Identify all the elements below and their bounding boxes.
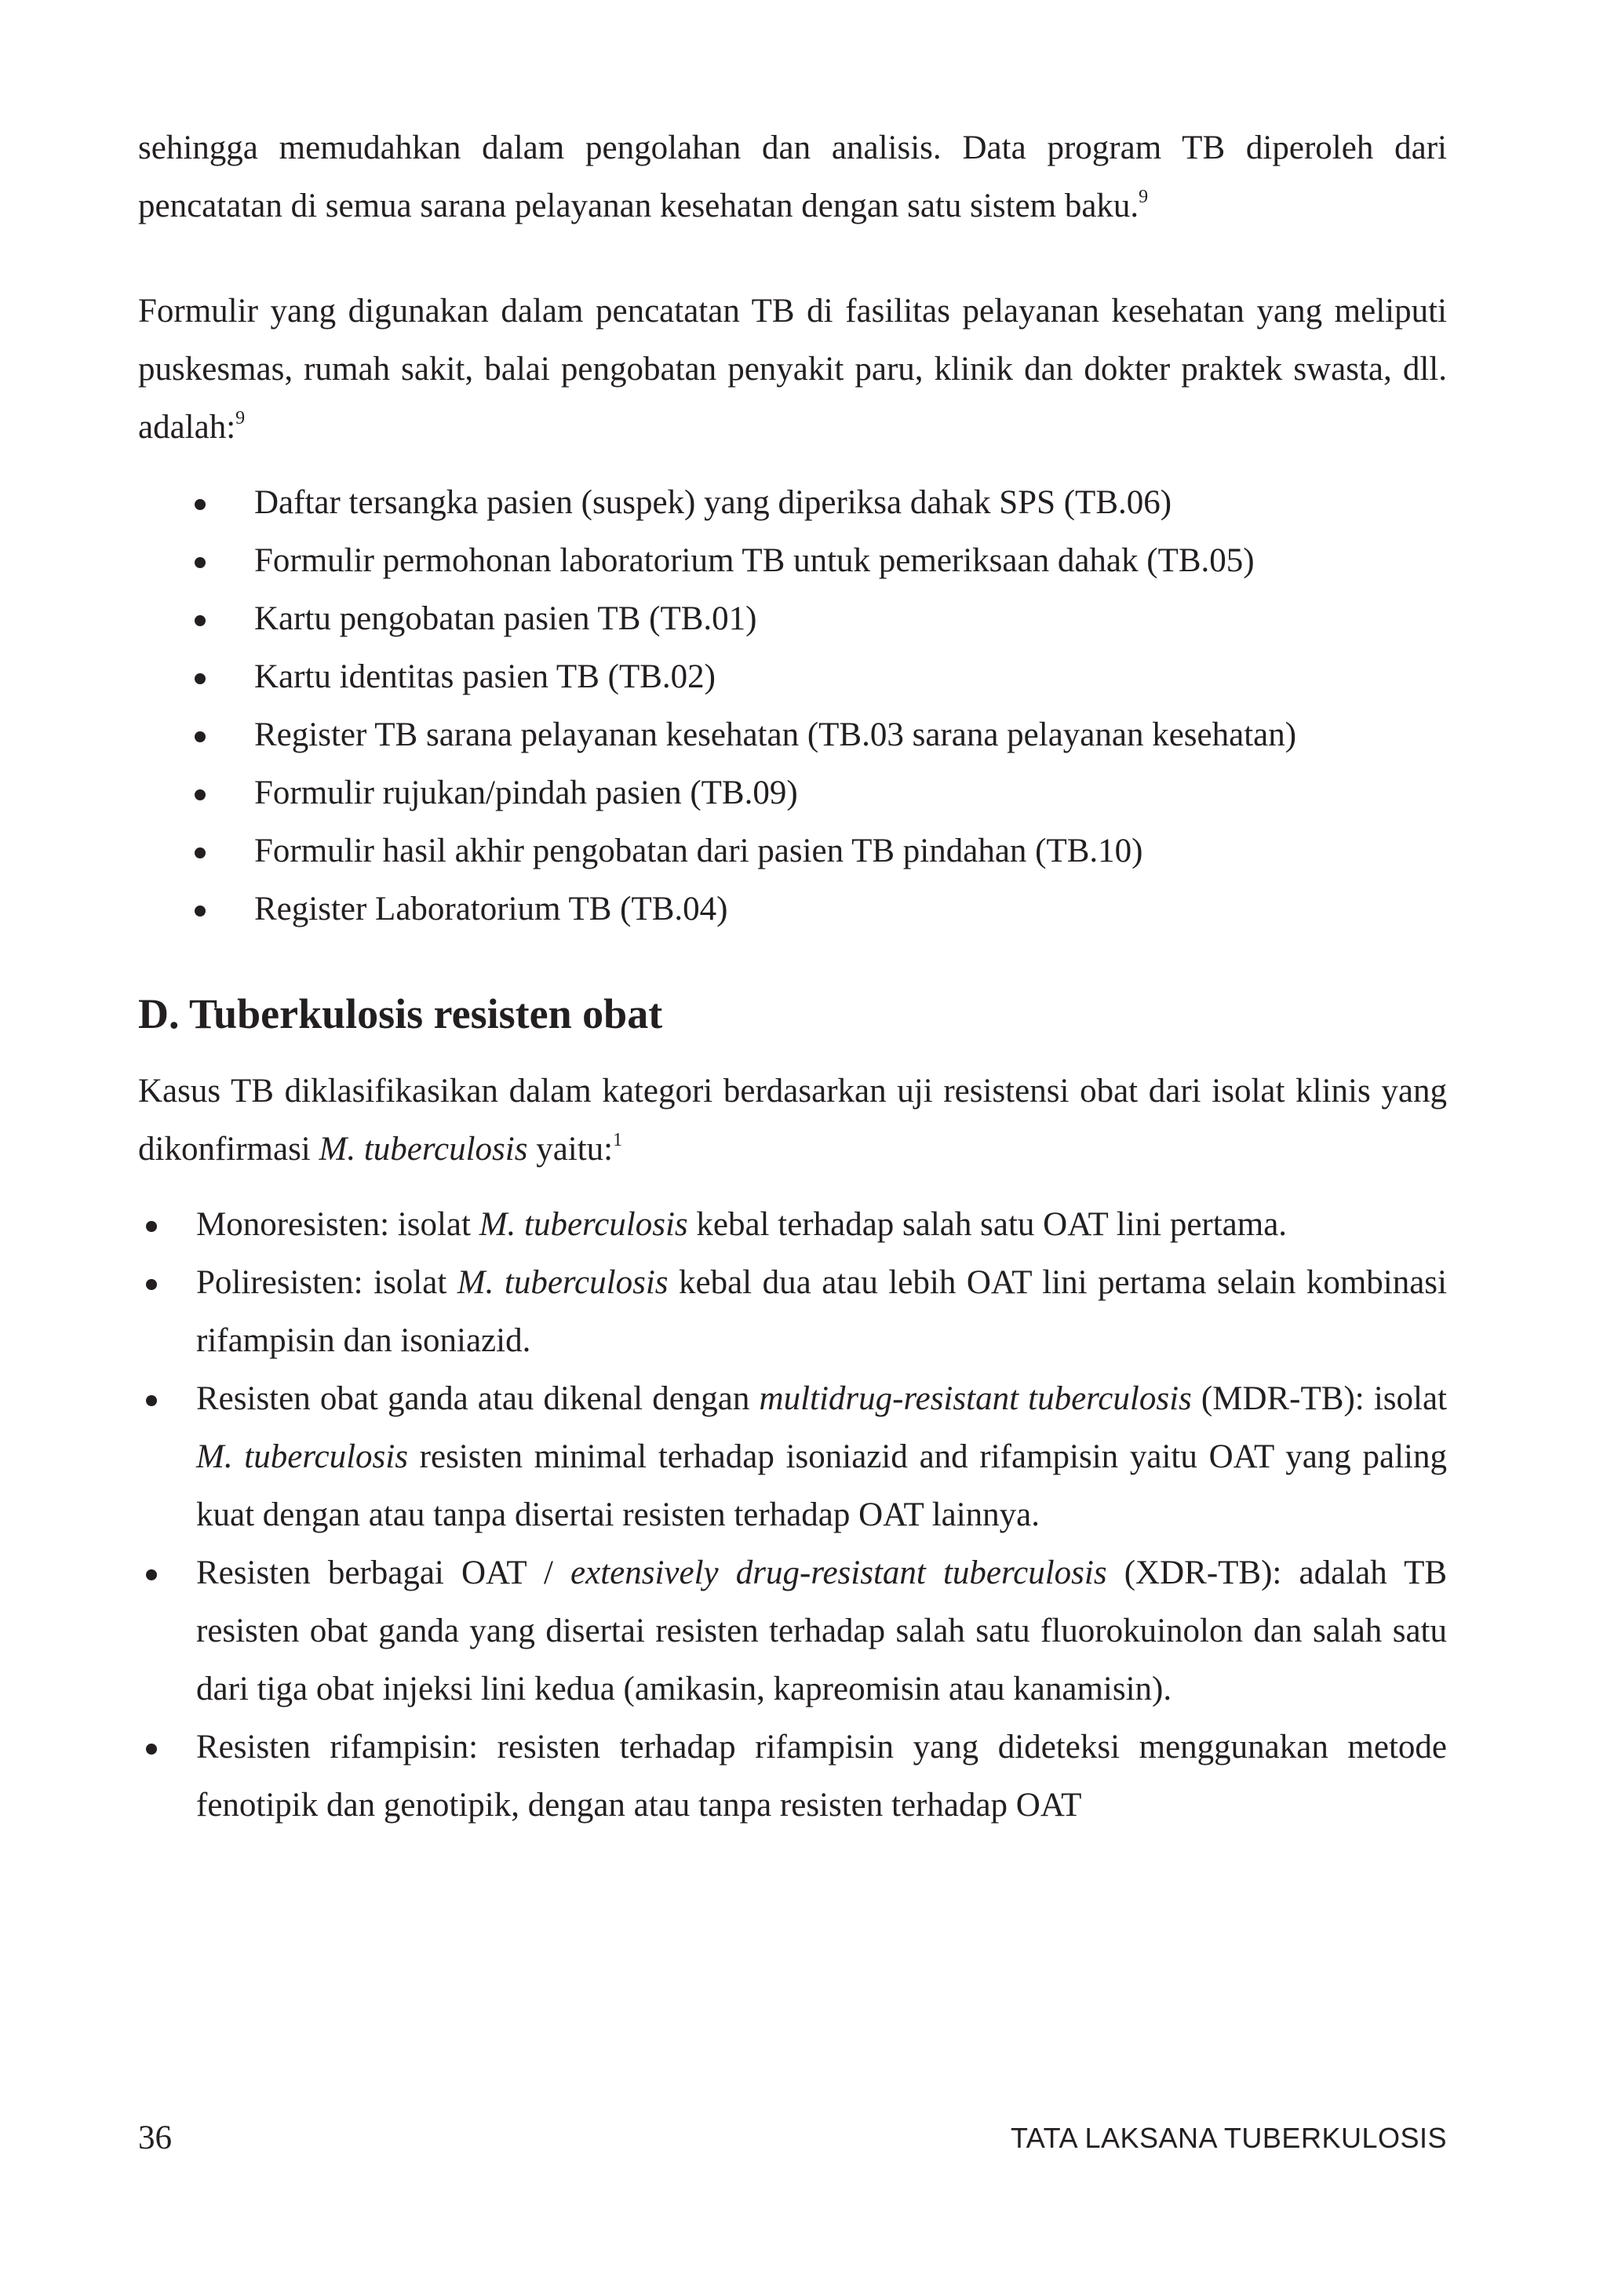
- list-item: Formulir hasil akhir pengobatan dari pasien TB pindahan (TB.10): [254, 822, 1447, 880]
- running-footer-title: TATA LAKSANA TUBERKULOSIS: [1010, 2122, 1447, 2154]
- list-item-xdr-tb: Resisten berbagai OAT / extensively drug-resistant tuberculosis (XDR-TB): adalah TB resisten obat ganda yang disertai resisten terhadap salah satu fluorokuinolon dan salah satu dari tiga obat injeksi lini kedua (amikasin, kapreomisin atau kanamisin).: [196, 1544, 1447, 1718]
- list-item: Kartu identitas pasien TB (TB.02): [254, 648, 1447, 706]
- list-item-mdr-tb: Resisten obat ganda atau dikenal dengan multidrug-resistant tuberculosis (MDR-TB): isolat M. tuberculosis resisten minimal terhadap isoniazid and rifampisin yaitu OAT yang paling kuat dengan atau tanpa disertai resisten terhadap OAT lainnya.: [196, 1370, 1447, 1544]
- paragraph-text: Formulir yang digunakan dalam pencatatan TB di fasilitas pelayanan kesehatan yang meliputi puskesmas, rumah sakit, balai pengobatan penyakit paru, klinik dan dokter praktek swasta, dll. adalah:: [138, 293, 1447, 446]
- list-item: Daftar tersangka pasien (suspek) yang diperiksa dahak SPS (TB.06): [254, 474, 1447, 532]
- reference-marker: 9: [235, 408, 246, 428]
- reference-marker: 9: [1139, 187, 1149, 207]
- list-item: Kartu pengobatan pasien TB (TB.01): [254, 590, 1447, 648]
- list-item-rifampisin: Resisten rifampisin: resisten terhadap rifampisin yang dideteksi menggunakan metode fenotipik dan genotipik, dengan atau tanpa resisten terhadap OAT: [196, 1718, 1447, 1835]
- page-content: [138, 119, 1447, 1835]
- list-item-poliresisten: Poliresisten: isolat M. tuberculosis kebal dua atau lebih OAT lini pertama selain kombinasi rifampisin dan isoniazid.: [196, 1254, 1447, 1370]
- list-item: Formulir rujukan/pindah pasien (TB.09): [254, 764, 1447, 822]
- list-item-monoresisten: Monoresisten: isolat M. tuberculosis kebal terhadap salah satu OAT lini pertama.: [196, 1196, 1447, 1254]
- forms-list: [138, 474, 1447, 938]
- paragraph-forms-intro: [138, 282, 1447, 457]
- list-item: Register TB sarana pelayanan kesehatan (TB.03 sarana pelayanan kesehatan): [254, 706, 1447, 764]
- list-item: Register Laboratorium TB (TB.04): [254, 880, 1447, 938]
- reference-marker: 1: [613, 1130, 623, 1150]
- section-heading: D. Tuberkulosis resisten obat: [138, 990, 663, 1037]
- section-intro-paragraph: Kasus TB diklasifikasikan dalam kategori berdasarkan uji resistensi obat dari isolat klinis yang dikonfirmasi M. tuberculosis yaitu:$^1$: [138, 1073, 1447, 1168]
- resistance-types-list: [138, 1196, 1447, 1835]
- paragraph-data-source: [138, 119, 1447, 235]
- paragraph-text: sehingga memudahkan dalam pengolahan dan analisis. Data program TB diperoleh dari pencatatan di semua sarana pelayanan kesehatan dengan satu sistem baku.: [138, 129, 1447, 224]
- list-item: Formulir permohonan laboratorium TB untuk pemeriksaan dahak (TB.05): [254, 532, 1447, 590]
- page-number: 36: [138, 2119, 172, 2156]
